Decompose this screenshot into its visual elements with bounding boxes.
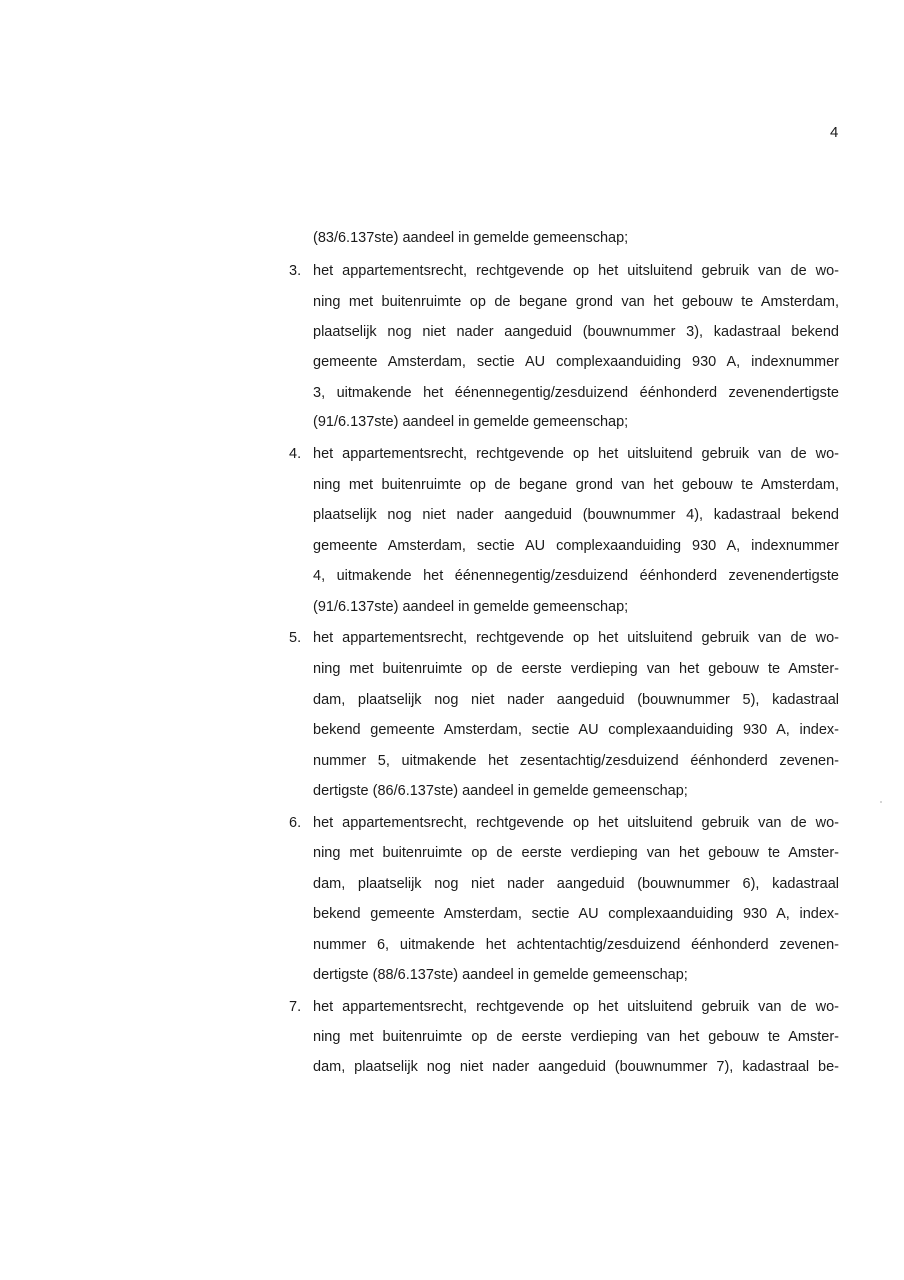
- item-line: dam, plaatselijk nog niet nader aangeduid (bouwnummer 5), kadastraal: [313, 692, 839, 708]
- item-line: dertigste (88/6.137ste) aandeel in gemelde gemeenschap;: [313, 967, 688, 983]
- item-line: het appartementsrecht, rechtgevende op het uitsluitend gebruik van de wo-: [313, 263, 839, 279]
- item-number: 7.: [289, 999, 302, 1015]
- item-line: dam, plaatselijk nog niet nader aangeduid (bouwnummer 7), kadastraal be-: [313, 1059, 839, 1075]
- item-line: 3, uitmakende het éénennegentig/zesduizend éénhonderd zevenendertigste: [313, 385, 839, 401]
- item-line: nummer 6, uitmakende het achtentachtig/zesduizend éénhonderd zevenen-: [313, 937, 839, 953]
- item-line: gemeente Amsterdam, sectie AU complexaanduiding 930 A, indexnummer: [313, 538, 839, 554]
- item-line: bekend gemeente Amsterdam, sectie AU complexaanduiding 930 A, index-: [313, 906, 839, 922]
- item-number: 6.: [289, 815, 302, 831]
- item-line: het appartementsrecht, rechtgevende op het uitsluitend gebruik van de wo-: [313, 630, 839, 646]
- item-line: het appartementsrecht, rechtgevende op het uitsluitend gebruik van de wo-: [313, 446, 839, 462]
- item-line: plaatselijk nog niet nader aangeduid (bouwnummer 4), kadastraal bekend: [313, 507, 839, 523]
- item-line: het appartementsrecht, rechtgevende op het uitsluitend gebruik van de wo-: [313, 999, 839, 1015]
- item-line: nummer 5, uitmakende het zesentachtig/zesduizend éénhonderd zevenen-: [313, 753, 839, 769]
- item-line: ning met buitenruimte op de eerste verdieping van het gebouw te Amster-: [313, 1029, 839, 1045]
- item-line: ning met buitenruimte op de begane grond van het gebouw te Amsterdam,: [313, 294, 839, 310]
- item-line: bekend gemeente Amsterdam, sectie AU complexaanduiding 930 A, index-: [313, 722, 839, 738]
- item-number: 4.: [289, 446, 302, 462]
- item-line: (91/6.137ste) aandeel in gemelde gemeenschap;: [313, 414, 629, 430]
- item-line: dertigste (86/6.137ste) aandeel in gemelde gemeenschap;: [313, 783, 688, 799]
- scan-speck: [880, 801, 882, 803]
- item-line: het appartementsrecht, rechtgevende op het uitsluitend gebruik van de wo-: [313, 815, 839, 831]
- item-line: 4, uitmakende het éénennegentig/zesduizend éénhonderd zevenendertigste: [313, 568, 839, 584]
- item-line: ning met buitenruimte op de eerste verdieping van het gebouw te Amster-: [313, 845, 839, 861]
- item-number: 3.: [289, 263, 302, 279]
- continuation-line: (83/6.137ste) aandeel in gemelde gemeenschap;: [313, 230, 629, 246]
- item-line: gemeente Amsterdam, sectie AU complexaanduiding 930 A, indexnummer: [313, 354, 839, 370]
- page-number: 4: [830, 124, 839, 141]
- item-line: dam, plaatselijk nog niet nader aangeduid (bouwnummer 6), kadastraal: [313, 876, 839, 892]
- item-number: 5.: [289, 630, 302, 646]
- item-line: ning met buitenruimte op de begane grond van het gebouw te Amsterdam,: [313, 477, 839, 493]
- item-line: ning met buitenruimte op de eerste verdieping van het gebouw te Amster-: [313, 661, 839, 677]
- item-line: plaatselijk nog niet nader aangeduid (bouwnummer 3), kadastraal bekend: [313, 324, 839, 340]
- item-line: (91/6.137ste) aandeel in gemelde gemeenschap;: [313, 599, 629, 615]
